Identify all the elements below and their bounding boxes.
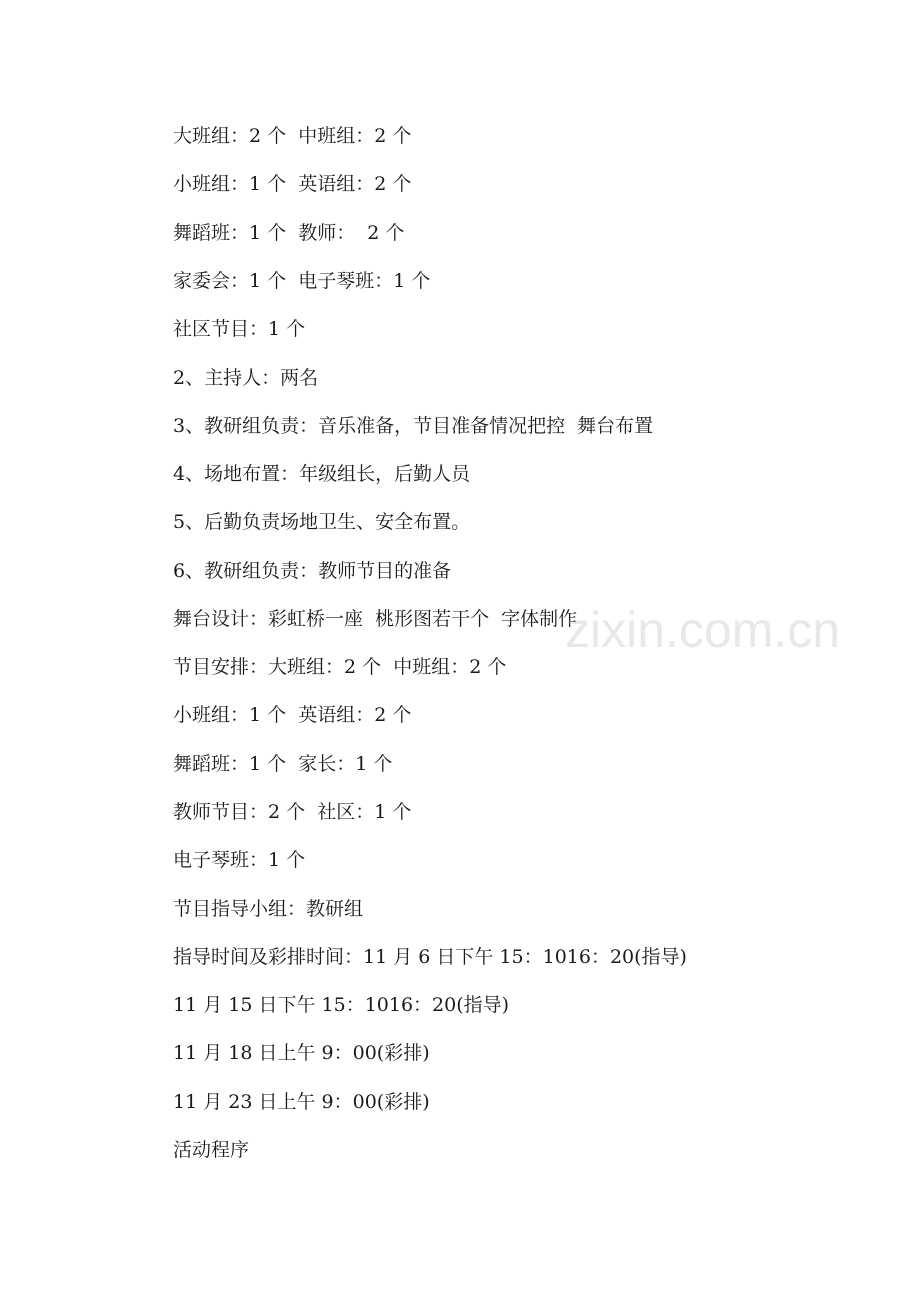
text-line: 教师节目：2 个 社区：1 个	[173, 801, 412, 823]
text-line: 节目安排：大班组：2 个 中班组：2 个	[173, 656, 507, 678]
text-line: 2、主持人：两名	[173, 367, 319, 389]
text-line: 大班组：2 个 中班组：2 个	[173, 125, 412, 147]
text-line: 家委会：1 个 电子琴班：1 个	[173, 270, 431, 292]
text-line: 舞蹈班：1 个 家长：1 个	[173, 753, 393, 775]
text-line: 5、后勤负责场地卫生、安全布置。	[173, 511, 471, 533]
text-line: 舞蹈班：1 个 教师： 2 个	[173, 222, 405, 244]
text-line: 节目指导小组：教研组	[173, 898, 364, 920]
text-line: 11 月 23 日上午 9：00(彩排)	[173, 1091, 430, 1113]
text-line: 11 月 18 日上午 9：00(彩排)	[173, 1042, 430, 1064]
text-line: 6、教研组负责：教师节目的准备	[173, 560, 452, 582]
text-line: 3、教研组负责：音乐准备，节目准备情况把控 舞台布置	[173, 415, 654, 437]
text-line: 电子琴班：1 个	[173, 849, 306, 871]
watermark: zixin.com.cn	[565, 602, 841, 658]
text-line: 活动程序	[173, 1139, 250, 1161]
text-line: 舞台设计：彩虹桥一座 桃形图若干个 字体制作	[173, 608, 578, 630]
text-line: 4、场地布置：年级组长，后勤人员	[173, 463, 471, 485]
text-line: 11 月 15 日下午 15：1016：20(指导)	[173, 994, 510, 1016]
text-line: 社区节目：1 个	[173, 318, 306, 340]
text-line: 小班组：1 个 英语组：2 个	[173, 173, 412, 195]
text-line: 指导时间及彩排时间：11 月 6 日下午 15：1016：20(指导)	[173, 946, 687, 968]
text-line: 小班组：1 个 英语组：2 个	[173, 704, 412, 726]
